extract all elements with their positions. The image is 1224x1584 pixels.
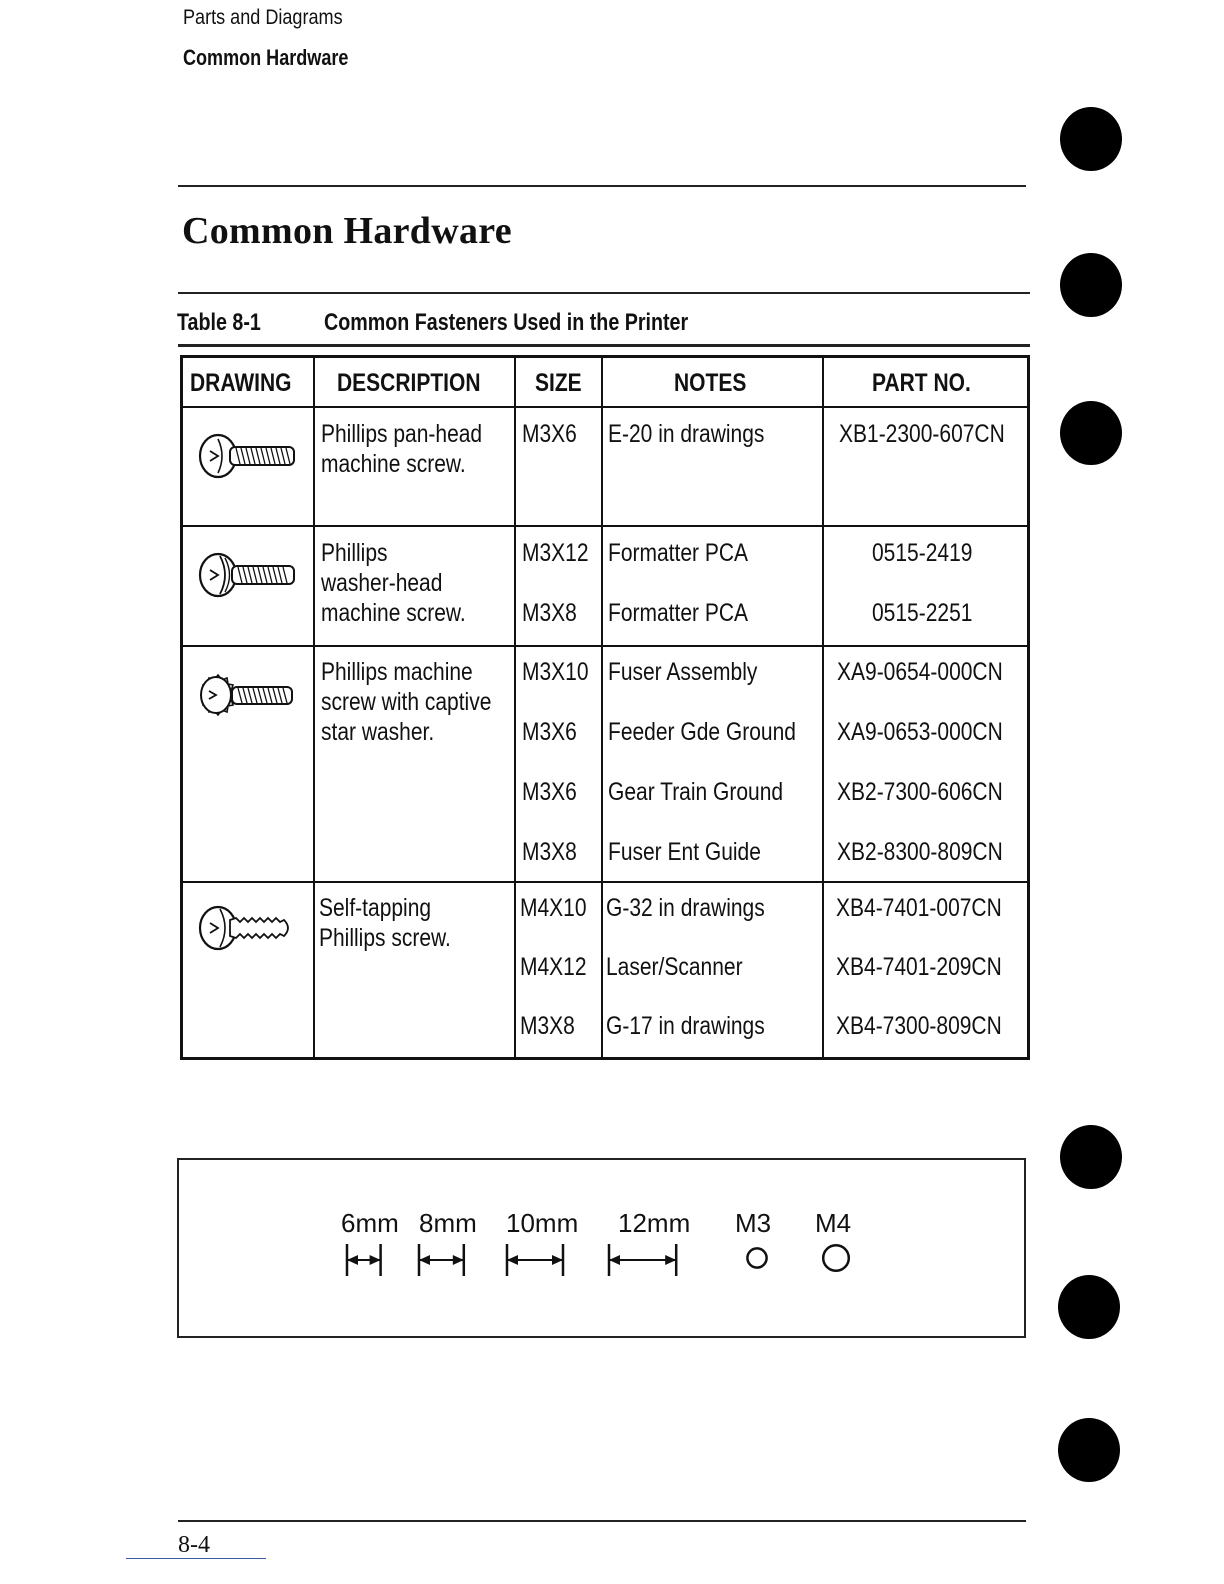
description-line: Phillips pan-head (321, 420, 483, 448)
table-border-top (180, 355, 1030, 358)
notes-cell: Fuser Assembly (608, 658, 758, 686)
binder-hole (1060, 107, 1122, 171)
notes-cell: Fuser Ent Guide (608, 838, 761, 866)
title-top-rule (178, 185, 1026, 187)
description-line: star washer. (321, 718, 435, 746)
table-caption-text: Common Fasteners Used in the Printer (324, 309, 689, 336)
size-cell: M4X12 (520, 953, 587, 981)
description-line: machine screw. (321, 450, 466, 478)
scale-bar-8mm-arrow-right (453, 1255, 464, 1265)
part-no-cell: XB4-7401-209CN (836, 953, 1002, 981)
scale-circle-M3 (747, 1248, 766, 1267)
scale-bar-6mm-arrow-right (370, 1255, 381, 1265)
part-no-cell: XB4-7401-007CN (836, 894, 1002, 922)
description-line: washer-head (321, 569, 443, 597)
header-divider (180, 406, 1030, 408)
notes-cell: Gear Train Ground (608, 778, 784, 806)
description-line: Phillips machine (321, 658, 473, 686)
part-no-cell: XB2-8300-809CN (837, 838, 1003, 866)
col-header-description: DESCRIPTION (337, 369, 481, 397)
description-line: machine screw. (321, 599, 466, 627)
group-divider-3 (180, 881, 1030, 883)
part-no-cell: XA9-0653-000CN (837, 718, 1003, 746)
size-cell: M3X6 (522, 718, 577, 746)
running-header-subsection: Common Hardware (183, 45, 349, 70)
part-no-cell: XB2-7300-606CN (837, 778, 1003, 806)
col-divider-4 (822, 355, 824, 1060)
washer-head-screw-icon (196, 548, 300, 606)
col-header-size: SIZE (535, 369, 582, 397)
description-line: screw with captive (321, 688, 492, 716)
page-title: Common Hardware (182, 210, 512, 252)
binder-hole (1060, 1125, 1122, 1189)
description-line: Phillips screw. (319, 924, 451, 952)
pan-head-screw-icon (196, 429, 300, 487)
binder-hole (1058, 1275, 1120, 1339)
notes-cell: E-20 in drawings (608, 420, 765, 448)
size-cell: M3X6 (522, 420, 577, 448)
table-border-left (180, 355, 183, 1060)
running-header-section: Parts and Diagrams (183, 6, 343, 29)
part-no-cell: XA9-0654-000CN (837, 658, 1003, 686)
screw-size-scale-box (177, 1158, 1026, 1338)
group-divider-2 (180, 645, 1030, 647)
table-border-right (1027, 355, 1030, 1060)
description-line: Self-tapping (319, 894, 432, 922)
size-cell: M4X10 (520, 894, 587, 922)
col-header-notes: NOTES (674, 369, 747, 397)
scale-bar-12mm-arrow-right (665, 1255, 676, 1265)
page-number: 8-4 (178, 1532, 210, 1558)
title-bottom-rule (178, 292, 1030, 294)
part-no-cell: 0515-2251 (872, 599, 973, 627)
scale-bar-10mm-arrow-left (507, 1255, 518, 1265)
page-number-underline (126, 1558, 266, 1559)
size-cell: M3X10 (522, 658, 589, 686)
notes-cell: Feeder Gde Ground (608, 718, 796, 746)
notes-cell: Formatter PCA (608, 539, 749, 567)
scale-label-m4: M4 (815, 1208, 852, 1238)
scale-bar-12mm-arrow-left (609, 1255, 620, 1265)
size-cell: M3X12 (522, 539, 589, 567)
scale-marks (179, 1160, 1024, 1336)
part-no-cell: 0515-2419 (872, 539, 973, 567)
notes-cell: Laser/Scanner (606, 953, 743, 981)
description-line: Phillips (321, 539, 388, 567)
size-cell: M3X8 (522, 838, 577, 866)
table-caption-number: Table 8-1 (177, 309, 261, 336)
caption-rule (178, 344, 1030, 347)
scale-circle-M4 (823, 1245, 849, 1271)
part-no-cell: XB1-2300-607CN (839, 420, 1005, 448)
scale-label-m3: M3 (735, 1208, 772, 1238)
size-cell: M3X8 (520, 1012, 575, 1040)
notes-cell: G-32 in drawings (606, 894, 765, 922)
star-washer-screw-icon (194, 667, 300, 727)
scale-bar-8mm-arrow-left (419, 1255, 430, 1265)
notes-cell: G-17 in drawings (606, 1012, 765, 1040)
scale-bar-6mm-arrow-left (347, 1255, 358, 1265)
col-header-part-no: PART NO. (872, 369, 971, 397)
binder-hole (1058, 1418, 1120, 1482)
group-divider-1 (180, 525, 1030, 527)
scale-label-6mm: 6mm (341, 1208, 399, 1238)
size-cell: M3X8 (522, 599, 577, 627)
table-border-bottom (180, 1057, 1030, 1060)
notes-cell: Formatter PCA (608, 599, 749, 627)
size-cell: M3X6 (522, 778, 577, 806)
self-tapping-screw-icon (196, 901, 300, 957)
col-header-drawing: DRAWING (190, 369, 292, 397)
part-no-cell: XB4-7300-809CN (836, 1012, 1002, 1040)
col-divider-2 (514, 355, 516, 1060)
binder-hole (1060, 401, 1122, 465)
col-divider-1 (313, 355, 315, 1060)
scale-bar-10mm-arrow-right (552, 1255, 563, 1265)
scale-label-10mm: 10mm (506, 1208, 579, 1238)
fasteners-table (180, 355, 1030, 1060)
col-divider-3 (601, 355, 603, 1060)
binder-hole (1060, 253, 1122, 317)
scale-label-8mm: 8mm (419, 1208, 477, 1238)
scale-label-12mm: 12mm (618, 1208, 691, 1238)
footer-rule (178, 1520, 1026, 1522)
